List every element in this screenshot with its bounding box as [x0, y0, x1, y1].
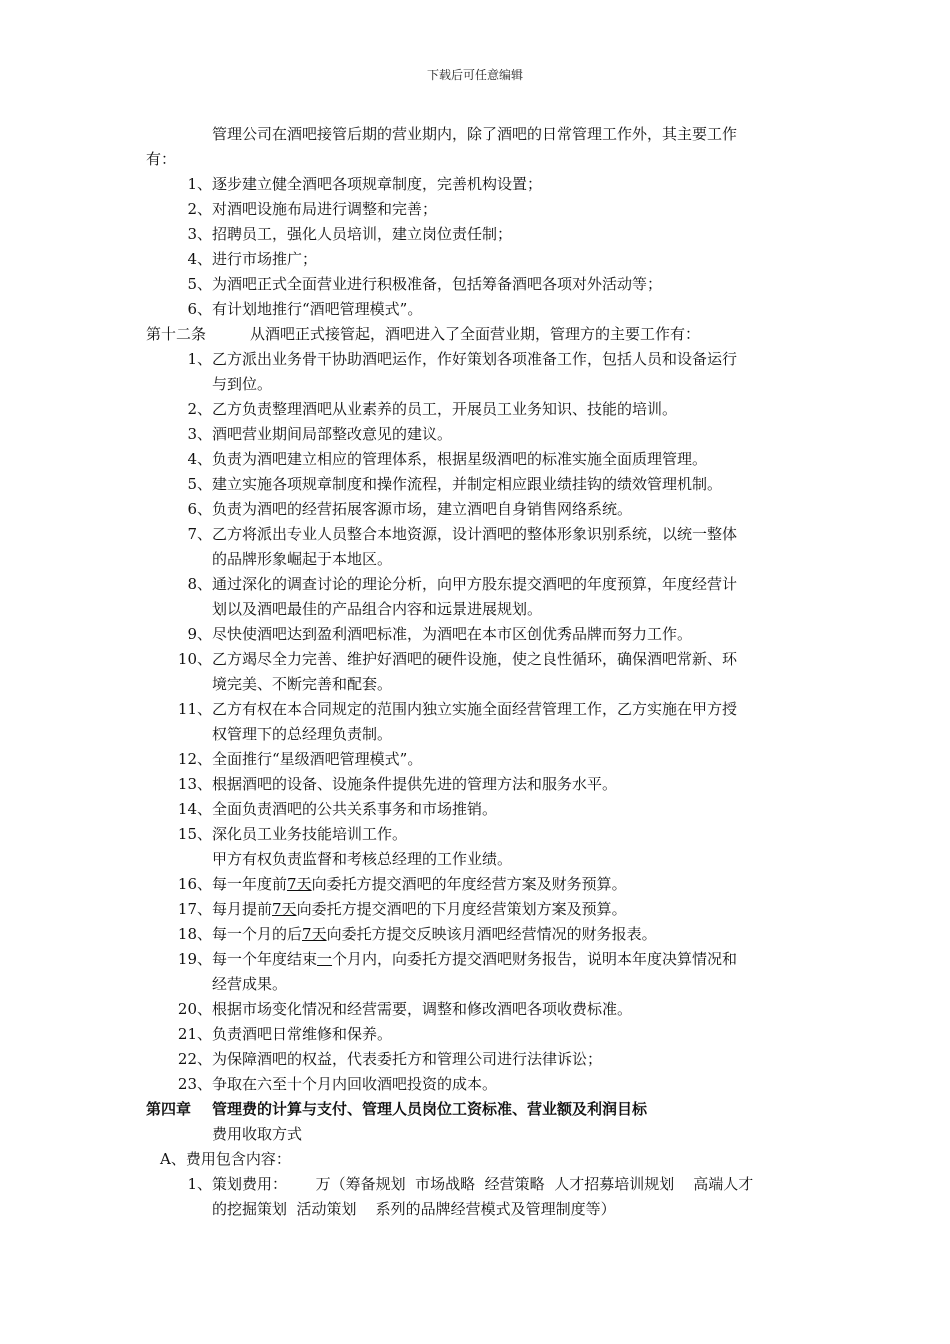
list-item: 19、每一个年度结束一个月内，向委托方提交酒吧财务报告，说明本年度决算情况和 — [177, 950, 738, 968]
list-item: 5、为酒吧正式全面营业进行积极准备，包括筹备酒吧各项对外活动等； — [187, 275, 663, 293]
list-initial-work — [146, 172, 810, 322]
list-item-continuation: 权管理下的总经理负责制。 — [212, 725, 393, 743]
list-item-continuation: 与到位。 — [212, 375, 273, 393]
underlined-term: 7天 — [272, 900, 297, 918]
list-item: 1、乙方派出业务骨干协助酒吧运作，作好策划各项准备工作，包括人员和设备运行 — [187, 350, 738, 368]
list-item: 4、进行市场推广； — [187, 250, 318, 268]
chapter-title: 管理费的计算与支付、管理人员岗位工资标准、营业额及利润目标 — [212, 1100, 648, 1118]
chapter-4-heading — [146, 1097, 810, 1122]
list-item: 11、乙方有权在本合同规定的范围内独立实施全面经营管理工作，乙方实施在甲方授 — [177, 700, 738, 718]
list-main-work — [146, 347, 810, 1097]
intro-line: 有： — [146, 150, 177, 168]
list-item: 15、深化员工业务技能培训工作。 — [177, 825, 408, 843]
document-body — [146, 122, 810, 1222]
list-item: 6、有计划地推行“酒吧管理模式”。 — [187, 300, 423, 318]
list-item-continuation: 的挖掘策划 活动策划 系列的品牌经营模式及管理制度等） — [212, 1200, 616, 1218]
list-item: 17、每月提前7天向委托方提交酒吧的下月度经营策划方案及预算。 — [177, 900, 627, 918]
list-item: 9、尽快使酒吧达到盈利酒吧标准，为酒吧在本市区创优秀品牌而努力工作。 — [187, 625, 693, 643]
intro-line: 管理公司在酒吧接管后期的营业期内，除了酒吧的日常管理工作外，其主要工作 — [212, 125, 738, 143]
list-item: 1、策划费用： 万（筹备规划 市场战略 经营策略 人才招募培训规划 高端人才 — [187, 1175, 754, 1193]
list-item: 14、全面负责酒吧的公共关系事务和市场推销。 — [177, 800, 498, 818]
list-item-continuation: 的品牌形象崛起于本地区。 — [212, 550, 393, 568]
list-item: 3、招聘员工，强化人员培训，建立岗位责任制； — [187, 225, 513, 243]
list-item: 21、负责酒吧日常维修和保养。 — [177, 1025, 393, 1043]
underlined-term: 一 — [317, 950, 333, 968]
list-item: 22、为保障酒吧的权益，代表委托方和管理公司进行法律诉讼； — [177, 1050, 603, 1068]
list-item: 2、乙方负责整理酒吧从业素养的员工，开展员工业务知识、技能的培训。 — [187, 400, 678, 418]
list-item: 5、建立实施各项规章制度和操作流程，并制定相应跟业绩挂钩的绩效管理机制。 — [187, 475, 723, 493]
list-item: 4、负责为酒吧建立相应的管理体系，根据星级酒吧的标准实施全面质理管理。 — [187, 450, 708, 468]
list-item: 18、每一个月的后7天向委托方提交反映该月酒吧经营情况的财务报表。 — [177, 925, 657, 943]
list-item: 13、根据酒吧的设备、设施条件提供先进的管理方法和服务水平。 — [177, 775, 618, 793]
list-item: 10、乙方竭尽全力完善、维护好酒吧的硬件设施，使之良性循环，确保酒吧常新、环 — [177, 650, 738, 668]
list-item: 3、酒吧营业期间局部整改意见的建议。 — [187, 425, 453, 443]
list-item-continuation: 划以及酒吧最佳的产品组合内容和远景进展规划。 — [212, 600, 543, 618]
list-item: 23、争取在六至十个月内回收酒吧投资的成本。 — [177, 1075, 498, 1093]
chapter-number: 第四章 — [146, 1100, 192, 1118]
underlined-term: 7天 — [302, 925, 327, 943]
list-item: 1、逐步建立健全酒吧各项规章制度，完善机构设置； — [187, 175, 543, 193]
list-item: 6、负责为酒吧的经营拓展客源市场，建立酒吧自身销售网络系统。 — [187, 500, 633, 518]
list-item: 12、全面推行“星级酒吧管理模式”。 — [177, 750, 423, 768]
page-header: 下载后可任意编辑 — [426, 68, 523, 82]
article-title: 第十二条 — [146, 325, 207, 343]
list-note: 甲方有权负责监督和考核总经理的工作业绩。 — [212, 850, 513, 868]
section-a-heading: A、费用包含内容： — [160, 1150, 291, 1168]
underlined-term: 7天 — [287, 875, 312, 893]
list-item: 7、乙方将派出专业人员整合本地资源，设计酒吧的整体形象识别系统，以统一整体 — [187, 525, 738, 543]
section-subheading: 费用收取方式 — [212, 1125, 303, 1143]
list-item: 2、对酒吧设施布局进行调整和完善； — [187, 200, 438, 218]
article-12-heading: 第十二条 从酒吧正式接管起，酒吧进入了全面营业期，管理方的主要工作有： — [146, 322, 810, 347]
list-item: 16、每一年度前7天向委托方提交酒吧的年度经营方案及财务预算。 — [177, 875, 627, 893]
list-item: 20、根据市场变化情况和经营需要，调整和修改酒吧各项收费标准。 — [177, 1000, 633, 1018]
list-item-continuation: 境完美、不断完善和配套。 — [212, 675, 393, 693]
list-item-continuation: 经营成果。 — [212, 975, 288, 993]
list-item: 8、通过深化的调查讨论的理论分析，向甲方股东提交酒吧的年度预算，年度经营计 — [187, 575, 738, 593]
